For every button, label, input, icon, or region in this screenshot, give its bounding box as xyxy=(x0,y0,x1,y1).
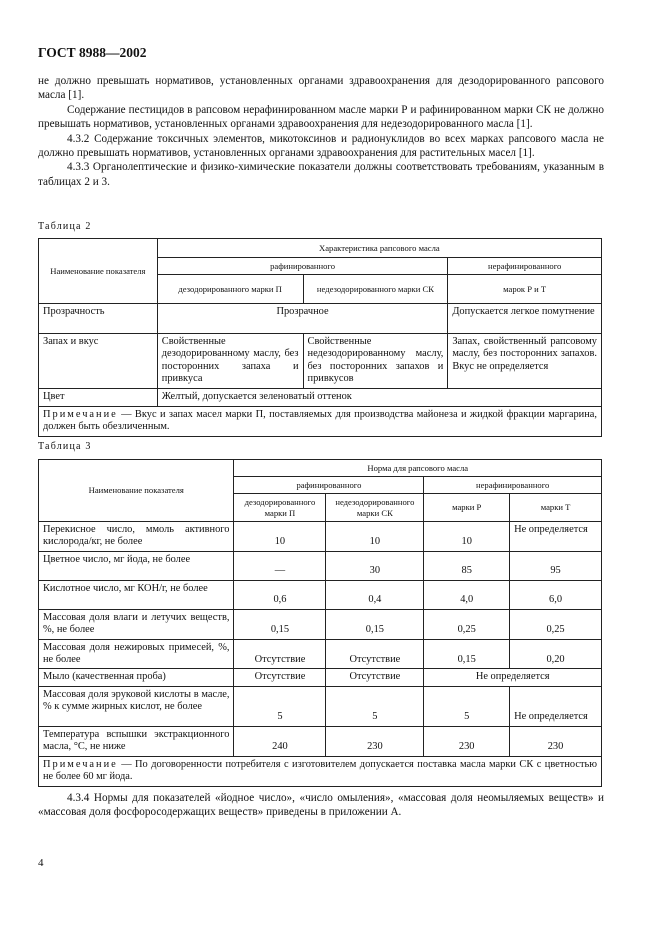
t3-header-ref: рафинированного xyxy=(234,477,424,494)
page-number: 4 xyxy=(38,857,44,869)
t3-row-p: 0,15 xyxy=(234,609,326,639)
paragraph-2: Содержание пестицидов в рапсовом нерафинированном масле марки Р и рафинированном марки СК не должно превышать нормативов, установленных органами здравоохранения для недезодорированного масла [1]. xyxy=(38,103,604,131)
t3-note-text: — По договоренности потребителя с изготовителем допускается поставка масла марки СК с цветностью не более 60 мг йода. xyxy=(43,758,597,783)
t3-row-t: Не определяется xyxy=(510,522,602,552)
t2-note xyxy=(39,406,602,436)
t2-note-label: Примечание xyxy=(43,408,118,420)
t3-soap-name: Мыло (качественная проба) xyxy=(39,669,234,686)
t2-row3-value: Желтый, допускается зеленоватый оттенок xyxy=(157,388,601,406)
standard-header: ГОСТ 8988—2002 xyxy=(38,45,147,60)
t2-header-rt: марок Р и Т xyxy=(448,275,602,304)
t3-row-name: Перекисное число, ммоль активного кислорода/кг, не более xyxy=(39,522,234,552)
t3-row-name: Цветное число, мг йода, не более xyxy=(39,551,234,580)
t3-row-sk: 230 xyxy=(326,726,424,756)
t2-row2-name: Запах и вкус xyxy=(39,334,158,389)
t3-row-t: 6,0 xyxy=(510,580,602,609)
t3-row-sk: 0,15 xyxy=(326,609,424,639)
paragraph-4: 4.3.3 Органолептические и физико-химические показатели должны соответствовать требованиям, указанным в таблицах 2 и 3. xyxy=(38,161,604,188)
t3-note xyxy=(39,756,602,786)
t3-row-t: 0,25 xyxy=(510,609,602,639)
t2-header-name: Наименование показателя xyxy=(39,239,158,304)
t3-row-r: 0,25 xyxy=(424,609,510,639)
table-2 xyxy=(38,238,602,437)
t3-soap-sk: Отсутствие xyxy=(326,669,424,686)
t3-header-name: Наименование показателя xyxy=(39,460,234,522)
t3-row-sk: Отсутствие xyxy=(326,639,424,669)
t3-row-sk: 0,4 xyxy=(326,580,424,609)
t3-row-p: Отсутствие xyxy=(234,639,326,669)
t3-row-t: Не определяется xyxy=(510,686,602,726)
t2-header-unref: нерафинированного xyxy=(448,258,602,275)
t3-header-p: дезодорированного марки П xyxy=(234,494,326,522)
t3-row-name: Кислотное число, мг КОН/г, не более xyxy=(39,580,234,609)
table2-caption: Таблица 2 xyxy=(38,221,92,232)
t3-row-p: 5 xyxy=(234,686,326,726)
t2-note-text: — Вкус и запах масел марки П, поставляемых для производства майонеза и жидкой фракции маргарина, должен быть обезличенным. xyxy=(43,408,597,433)
intro-text xyxy=(38,74,604,189)
t2-row2-unref: Запах, свойственный рапсовому маслу, без посторонних запахов. Вкус не определяется xyxy=(448,334,602,389)
t3-row-t: 95 xyxy=(510,551,602,580)
closing-paragraph: 4.3.4 Нормы для показателей «йодное число», «число омыления», «массовая доля неомыляемых веществ» и «массовая доля фосфоросодержащих веществ» приведены в приложении А. xyxy=(38,792,604,819)
table3-caption: Таблица 3 xyxy=(38,441,92,452)
t2-row2-nondeod: Свойственные недезодорированному маслу, без посторонних запахов и привкусов xyxy=(303,334,448,389)
t3-row-name: Массовая доля влаги и летучих веществ, %, не более xyxy=(39,609,234,639)
t2-header-deod: дезодорированного марки П xyxy=(157,275,303,304)
paragraph-1: не должно превышать нормативов, установленных органами здравоохранения для дезодорированного рапсового масла [1]. xyxy=(38,75,604,102)
t3-row-p: — xyxy=(234,551,326,580)
t2-header-char: Характеристика рапсового масла xyxy=(157,239,601,258)
t2-header-nondeod: недезодорированного марки СК xyxy=(303,275,448,304)
t3-row-name: Массовая доля нежировых примесей, %, не более xyxy=(39,639,234,669)
t2-row3-name: Цвет xyxy=(39,388,158,406)
t2-row1-name: Прозрачность xyxy=(39,304,158,334)
t2-row2-deod: Свойственные дезодорированному маслу, без посторонних запаха и привкуса xyxy=(157,334,303,389)
t3-row-r: 0,15 xyxy=(424,639,510,669)
t3-row-t: 0,20 xyxy=(510,639,602,669)
t3-row-p: 240 xyxy=(234,726,326,756)
t3-soap-p: Отсутствие xyxy=(234,669,326,686)
t3-row-r: 230 xyxy=(424,726,510,756)
t3-row-name: Температура вспышки экстракционного масла, °С, не ниже xyxy=(39,726,234,756)
t3-header-r: марки Р xyxy=(424,494,510,522)
t3-row-r: 85 xyxy=(424,551,510,580)
paragraph-3: 4.3.2 Содержание токсичных элементов, микотоксинов и радионуклидов во всех марках рапсового масла не должно превышать нормативов, установленных органами здравоохранения для растительных масел [1]. xyxy=(38,132,604,160)
t2-row1-ref: Прозрачное xyxy=(157,304,448,334)
t3-row-r: 5 xyxy=(424,686,510,726)
t3-row-sk: 10 xyxy=(326,522,424,552)
t3-row-r: 10 xyxy=(424,522,510,552)
t3-note-label: Примечание xyxy=(43,758,118,770)
t3-row-sk: 5 xyxy=(326,686,424,726)
t2-row1-unref: Допускается легкое помутнение xyxy=(448,304,602,334)
t3-row-r: 4,0 xyxy=(424,580,510,609)
t2-header-ref: рафинированного xyxy=(157,258,448,275)
t3-row-sk: 30 xyxy=(326,551,424,580)
t3-row-name: Массовая доля эруковой кислоты в масле, % к сумме жирных кислот, не более xyxy=(39,686,234,726)
t3-header-t: марки Т xyxy=(510,494,602,522)
t3-soap-unref: Не определяется xyxy=(424,669,602,686)
t3-row-p: 0,6 xyxy=(234,580,326,609)
t3-row-p: 10 xyxy=(234,522,326,552)
table-3 xyxy=(38,459,602,787)
t3-header-norm: Норма для рапсового масла xyxy=(234,460,602,477)
t3-header-sk: недезодорированного марки СК xyxy=(326,494,424,522)
t3-header-unref: нерафинированного xyxy=(424,477,602,494)
t3-row-t: 230 xyxy=(510,726,602,756)
